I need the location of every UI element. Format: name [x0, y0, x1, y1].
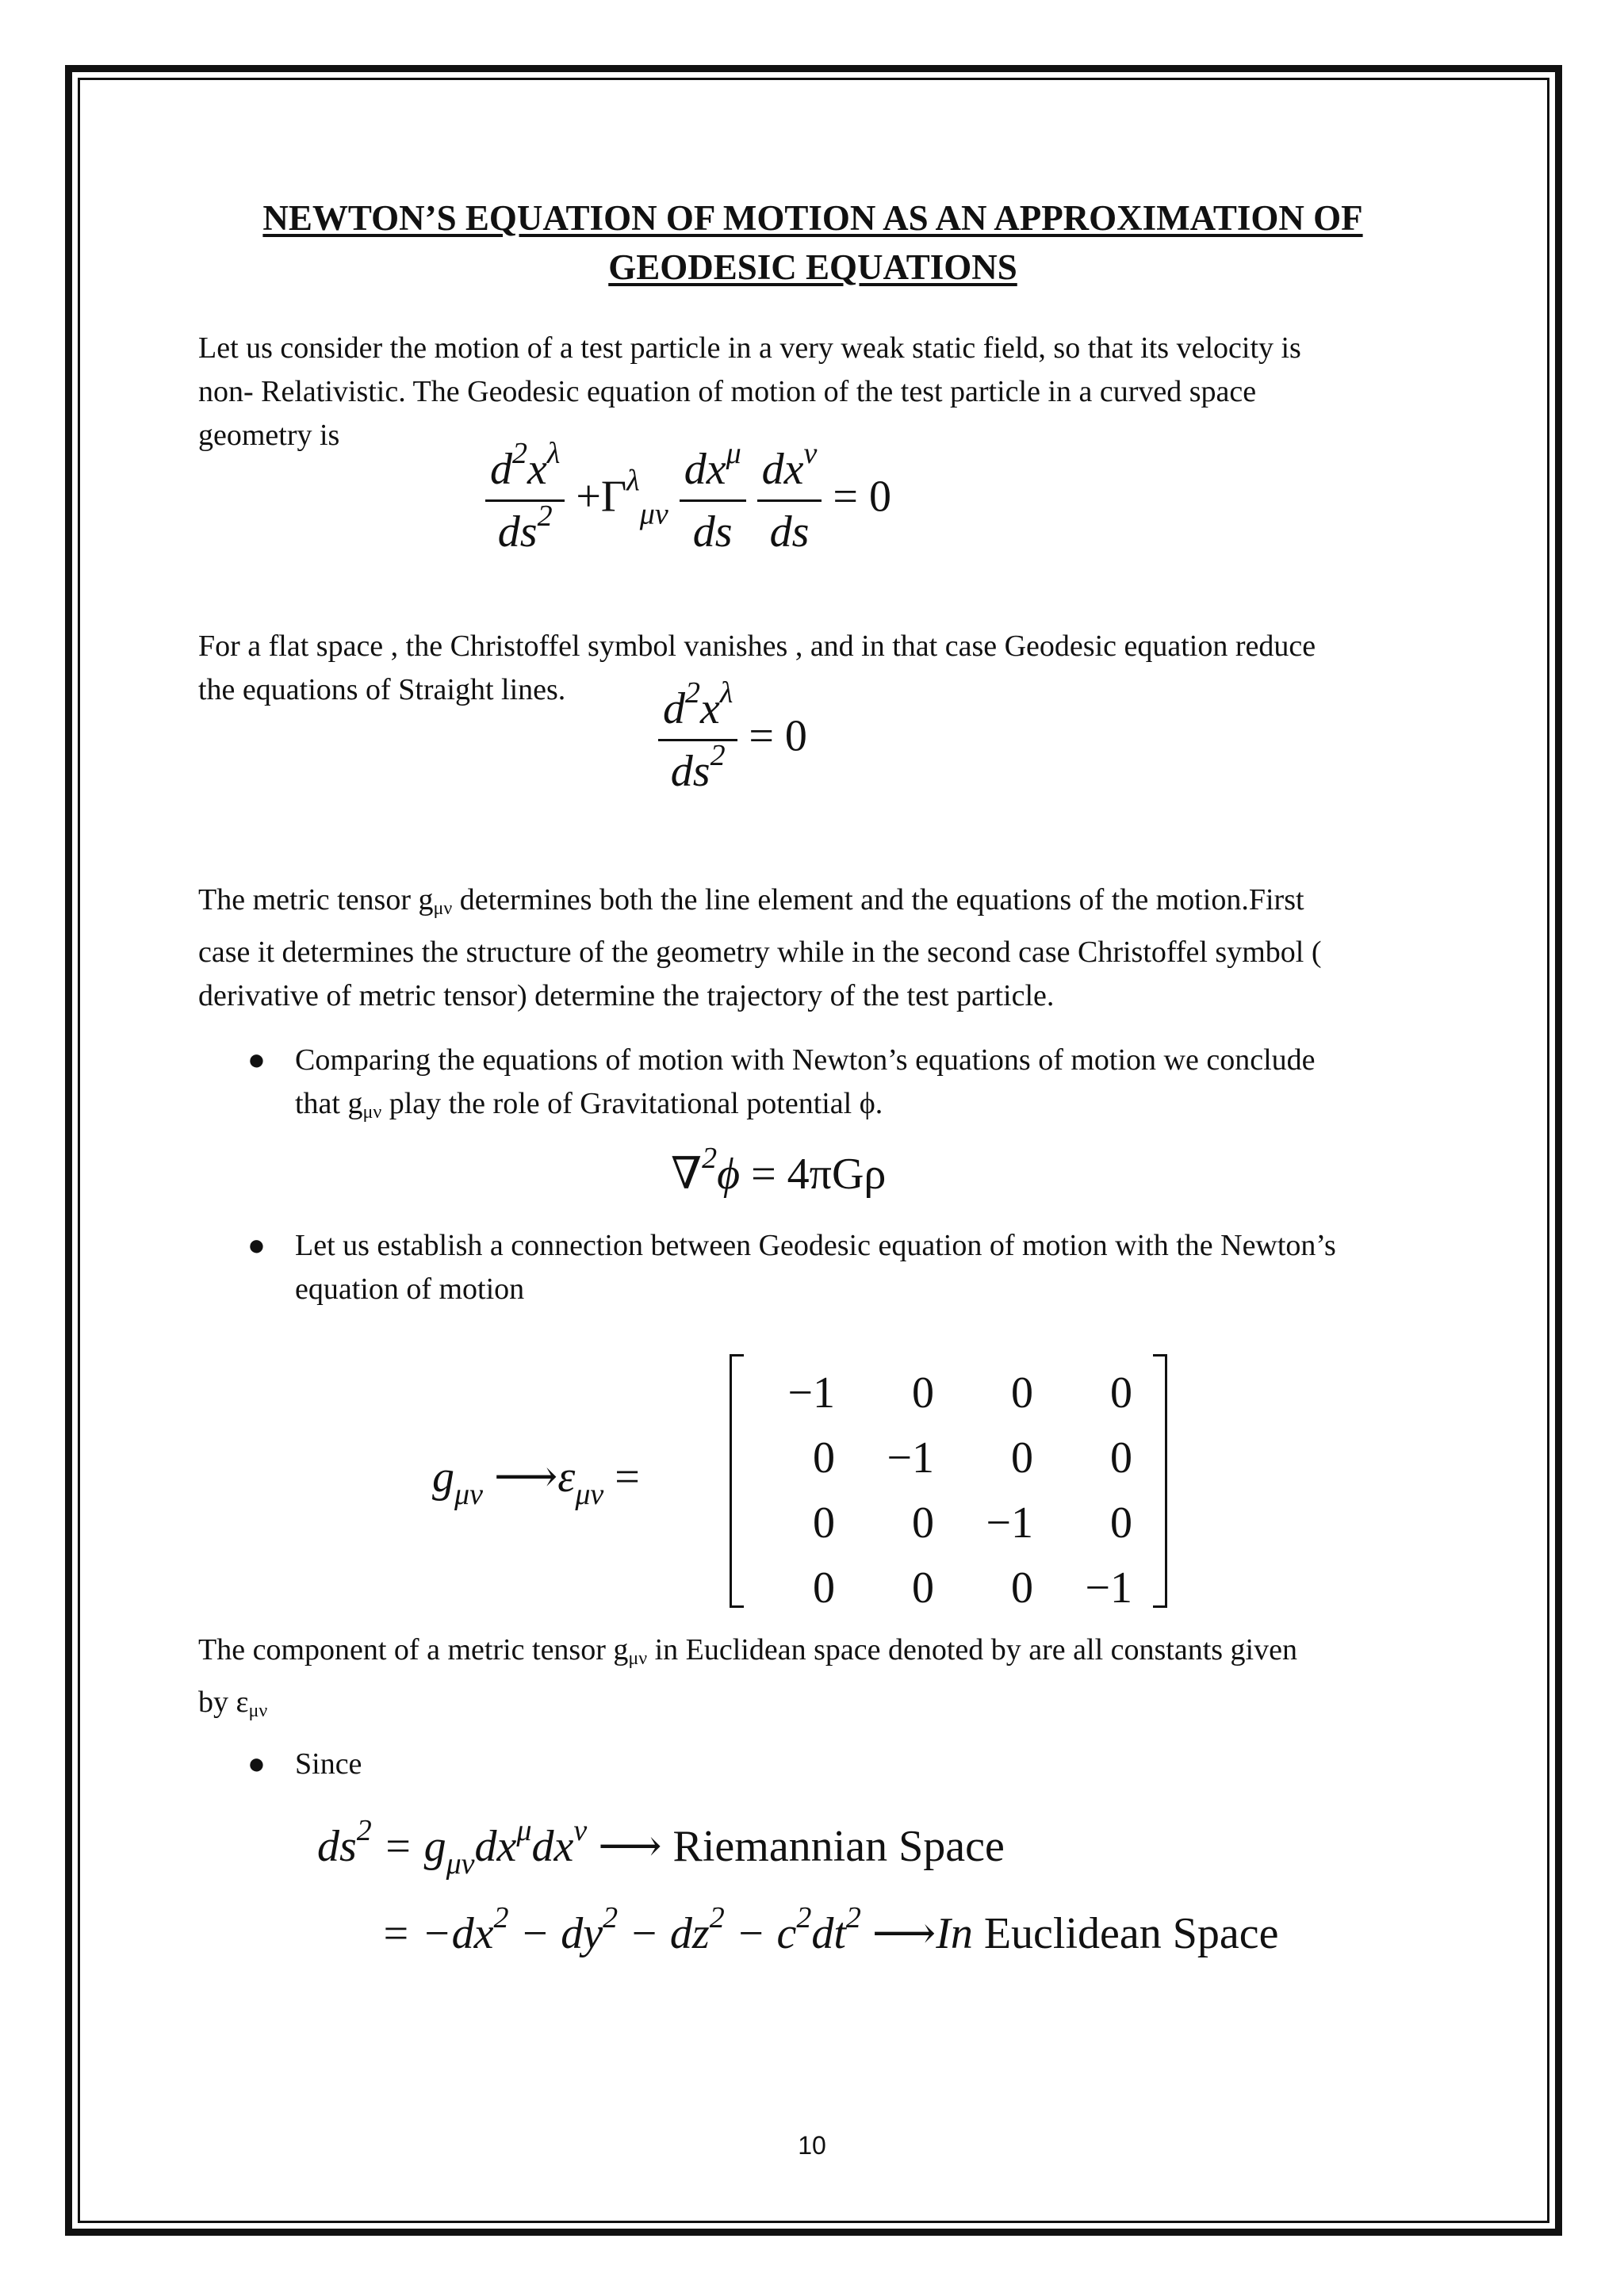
matrix-cell: −1: [787, 1368, 835, 1418]
matrix-cell: 0: [912, 1368, 934, 1418]
paragraph-flat-space: [198, 625, 1435, 712]
matrix-cell: 0: [1110, 1498, 1132, 1548]
title-line-1: NEWTON’S EQUATION OF MOTION AS AN APPROXIMATION OF: [262, 198, 1363, 238]
paragraph-intro-line-2: non- Relativistic. The Geodesic equation of motion of the test particle in a curved space: [198, 375, 1257, 408]
bullet-item-comparison: ● Comparing the equations of motion with Newton’s equations of motion we conclude that $g_{\mu\nu}$ play the role of Gravitational potential ϕ.: [247, 1039, 1437, 1135]
matrix-right-bracket: [1153, 1354, 1167, 1608]
paragraph-metric-line-3: derivative of metric tensor) determine the trajectory of the test particle.: [198, 979, 1055, 1012]
matrix-cell: 0: [1011, 1433, 1033, 1483]
paragraph-metric-tensor: [198, 878, 1435, 1018]
matrix-cell: 0: [813, 1498, 835, 1548]
paragraph-intro-line-1: Let us consider the motion of a test particle in a very weak static field, so that its velocity is: [198, 331, 1301, 365]
matrix-entries: [752, 1360, 1148, 1621]
geodesic-equation: $\frac{d^2x^\lambda}{ds^2}$ $+\Gamma^\lambda_{\mu\nu}$ $\frac{dx^\mu}{ds}$ $\frac{dx^\nu}{ds}$ = 0: [485, 444, 891, 557]
matrix-cell: −1: [1085, 1563, 1132, 1613]
bullet-since-text: Since: [295, 1747, 362, 1781]
dx-mu-fraction: $\frac{dx^\mu}{ds}$: [680, 444, 746, 557]
straight-line-equation: $\frac{d^2x^\lambda}{ds^2}$ = 0: [658, 683, 807, 797]
matrix-cell: −1: [887, 1433, 934, 1483]
dx-nu-fraction: $\frac{dx^\nu}{ds}$: [757, 444, 822, 557]
matrix-cell: 0: [813, 1563, 835, 1613]
second-derivative-fraction: $\frac{d^2x^\lambda}{ds^2}$: [485, 444, 565, 557]
matrix-cell: 0: [1110, 1368, 1132, 1418]
bullet-comparison-line-1: Comparing the equations of motion with Newton’s equations of motion we conclude: [295, 1043, 1316, 1077]
paragraph-flat-space-line-1: For a flat space , the Christoffel symbol vanishes , and in that case Geodesic equation reduce: [198, 629, 1316, 663]
matrix-cell: 0: [912, 1498, 934, 1548]
poisson-equation: ∇$^2$ϕ = 4πGρ: [671, 1142, 887, 1199]
matrix-cell: 0: [1110, 1433, 1132, 1483]
page-number: 10: [798, 2131, 826, 2160]
paragraph-euclidean-line-2: by $\varepsilon_{\mu\nu}$: [198, 1686, 268, 1721]
page-title: [143, 193, 1483, 292]
title-line-2: GEODESIC EQUATIONS: [608, 247, 1017, 287]
matrix-cell: 0: [813, 1433, 835, 1483]
paragraph-flat-space-line-2: the equations of Straight lines.: [198, 673, 566, 706]
bullet-connection-line-2: equation of motion: [295, 1272, 525, 1306]
matrix-left-bracket: [730, 1354, 744, 1608]
matrix-cell: 0: [1011, 1563, 1033, 1613]
bullet-connection-line-1: Let us establish a connection between Geodesic equation of motion with the Newton’s: [295, 1229, 1336, 1262]
bullet-dot-icon: ●: [247, 1747, 266, 1781]
bullet-item-connection: [247, 1224, 1437, 1311]
metric-to-euclidean-equation: $g_{\mu\nu}$ $⟶\varepsilon_{\mu\nu}$ =: [432, 1452, 640, 1511]
paragraph-euclidean-components: [198, 1628, 1435, 1733]
bullet-item-since: [247, 1743, 1437, 1786]
euclidean-metric-matrix: [730, 1354, 1167, 1613]
line-element-euclidean: = $-dx^2 - dy^2 - dz^2 - c^2dt^2$ ⟶In Euclidean Space: [381, 1901, 1279, 1958]
bullet-dot-icon: ●: [247, 1229, 266, 1262]
matrix-cell: −1: [986, 1498, 1033, 1548]
paragraph-intro-line-3: geometry is: [198, 419, 340, 452]
paragraph-euclidean-line-1: The component of a metric tensor $g_{\mu\nu}$ in Euclidean space denoted by are all constants given: [198, 1633, 1297, 1669]
matrix-cell: 0: [1011, 1368, 1033, 1418]
paragraph-metric-line-1: The metric tensor $g_{\mu\nu}$ determines both the line element and the equations of the motion.First: [198, 883, 1304, 919]
bullet-dot-icon: ●: [247, 1043, 266, 1077]
matrix-cell: 0: [912, 1563, 934, 1613]
paragraph-metric-line-2: case it determines the structure of the geometry while in the second case Christoffel symbol (: [198, 936, 1322, 969]
line-element-riemannian: $ds^2 = g_{\mu\nu}dx^\mu dx^\nu$ ⟶ Riemannian Space: [317, 1814, 1005, 1881]
